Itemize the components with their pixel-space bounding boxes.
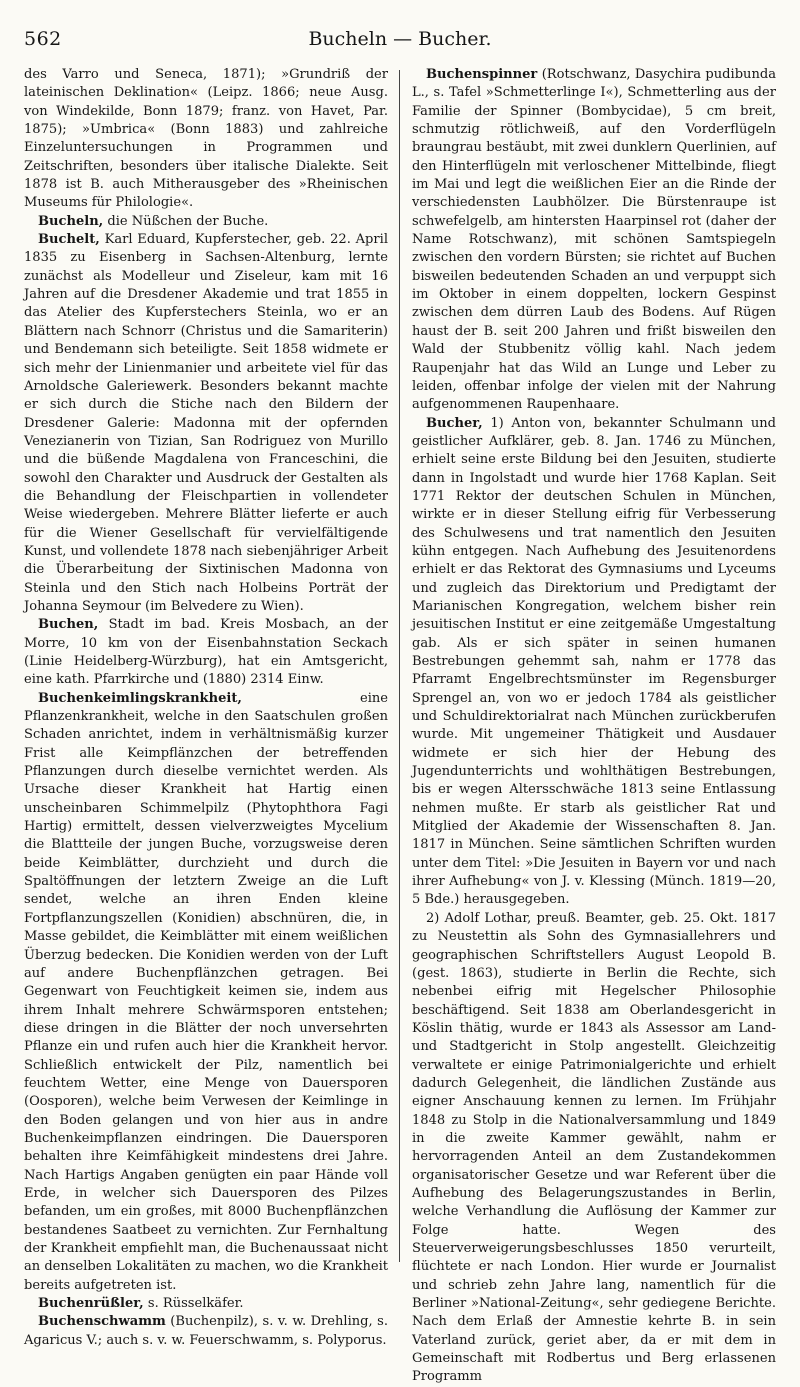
entry-text: Stadt im bad. Kreis Mosbach, an der Morre, 10 km von der Eisenbahnstation Seckach (Linie Heidelberg-Würzburg), hat ein Amtsgericht, eine kath. Pfarrkirche und (1880) 2314 Einw. bbox=[24, 617, 388, 688]
page-number: 562 bbox=[24, 28, 62, 50]
entry-buchenruessler bbox=[24, 1295, 388, 1313]
entry-text: (Rotschwanz, Dasychira pudibunda L., s. Tafel »Schmetterlinge I«), Schmetterling aus der Familie der Spinner (Bombycidae), 5 cm breit, schmutzig rötlichweiß, auf den Vorderflügeln braungrau bestäubt, mit zwei dunklern Querlinien, auf den Hinterflügeln mit verloschener Mittelbinde, fliegt im Mai und legt die weißlichen Eier an die Rinde der verschiedensten Laubhölzer. Die Bürstenraupe ist schwefelgelb, am hintersten Haarpinsel rot (daher der Name Rotschwanz), mit schönen Samtspiegeln zwischen den vordern Bürsten; sie richtet auf Buchen bisweilen bedeutenden Schaden an und verpuppt sich im Oktober in einem doppelten, lockern Gespinst zwischen dem dürren Laub des Bodens. Auf Rügen haust der B. seit 200 Jahren und frißt bisweilen den Wald der Stubbenitz völlig kahl. Nach jedem Raupenjahr hat das Wild an Lunge und Leber zu leiden, offenbar infolge der vielen mit der Nahrung aufgenommenen Raupenhaare. bbox=[412, 67, 776, 413]
entry-bucher-anton bbox=[412, 415, 776, 910]
page-columns bbox=[24, 66, 776, 1385]
entry-text: des Varro und Seneca, 1871); »Grundriß der lateinischen Deklination« (Leipz. 1866; neue Ausg. von Windekilde, Bonn 1879; franz. von Havet, Par. 1875); »Umbrica« (Bonn 1883) und zahlreiche Einzeluntersuchungen in Programmen und Zeitschriften, besonders über italische Dialekte. Seit 1878 ist B. auch Mitherausgeber des »Rheinischen Museums für Philologie«. bbox=[24, 67, 388, 211]
left-column bbox=[24, 66, 388, 1348]
entry-varro-continuation bbox=[24, 66, 388, 213]
entry-text: (Buchenpilz), s. v. w. Drehling, s. Agaricus V.; auch s. v. w. Feuerschwamm, s. Polyporus. bbox=[24, 1314, 388, 1348]
entry-headword: Bucheln, bbox=[38, 213, 104, 229]
entry-text: eine Pflanzenkrankheit, welche in den Saatschulen großen Schaden anrichtet, indem in verhältnismäßig kurzer Frist alle Keimpflänzchen der betreffenden Pflanzungen durch dieselbe vernichtet werden. Als Ursache dieser Krankheit hat Hartig einen unscheinbaren Schimmelpilz (Phytophthora Fagi Hartig) ermittelt, dessen vielverzweigtes Mycelium die Blattteile der jungen Buche, vorzugsweise deren beide Keimblätter, durchzieht und durch die Spaltöffnungen der letztern Zweige an die Luft sendet, welche an ihren Enden kleine Fortpflanzungszellen (Konidien) abschnüren, die, in Masse gebildet, die Keimblätter mit einem weißlichen Überzug bedecken. Die Konidien werden von der Luft auf andere Buchenpflänzchen getragen. Bei Gegenwart von Feuchtigkeit keimen sie, indem aus ihrem Inhalt mehrere Schwärmsporen entstehen; diese dringen in die Blätter der noch unversehrten Pflanze ein und rufen auch hier die Krankheit hervor. Schließlich entwickelt der Pilz, namentlich bei feuchtem Wetter, eine Menge von Dauersporen (Oosporen), welche beim Verwesen der Keimlinge in den Boden gelangen und von hier aus in andre Buchenkeimpflanzen eindringen. Die Dauersporen behalten ihre Keimfähigkeit mindestens drei Jahre. Nach Hartigs Angaben genügten ein paar Hände voll Erde, in welcher sich Dauersporen des Pilzes befanden, um ein großes, mit 8000 Buchenpflänzchen bestandenes Saatbeet zu vernichten. Zur Fernhaltung der Krankheit empfiehlt man, die Buchenaussaat nicht an denselben Lokalitäten zu machen, wo die Krankheit bereits aufgetreten ist. bbox=[24, 690, 388, 1293]
entry-headword: Buchenspinner bbox=[426, 67, 538, 82]
page-header bbox=[20, 24, 780, 54]
entry-headword: Bucher, bbox=[426, 415, 483, 431]
entry-text: Karl Eduard, Kupferstecher, geb. 22. April 1835 zu Eisenberg in Sachsen-Altenburg, lernte zunächst als Modelleur und Ziseleur, kam mit 16 Jahren auf die Dresdener Akademie und trat 1855 in das Atelier des Kupferstechers Steinla, wo er an Blättern nach Schnorr (Christus und die Samariterin) und Bendemann sich beteiligte. Seit 1858 widmete er sich mehr der Linienmanier und arbeitete viel für das Arnoldsche Galeriewerk. Besonders bekannt machte er sich durch die Stiche nach den Bildern der Dresdener Galerie: Madonna mit der opfernden Venezianerin von Tizian, San Rodriguez von Murillo und die büßende Magdalena von Franceschini, die sowohl den Charakter und Ausdruck der Gestalten als die Behandlung der Fleischpartien in vollendeter Weise wiedergeben. Mehrere Blätter lieferte er auch für die Wiener Gesellschaft für vervielfältigende Kunst, und vollendete 1878 nach siebenjähriger Arbeit die Überarbeitung der Sixtinischen Madonna von Steinla und den Stich nach Holbeins Porträt der Johanna Seymour (im Belvedere zu Wien). bbox=[24, 232, 388, 614]
entry-text: 2) Adolf Lothar, preuß. Beamter, geb. 25. Okt. 1817 zu Neustettin als Sohn des Gymnasiallehrers und geographischen Schriftstellers August Leopold B. (gest. 1863), studierte in Berlin die Rechte, sich nebenbei eifrig mit Hegelscher Philosophie beschäftigend. Seit 1838 am Oberlandesgericht in Köslin thätig, wurde er 1843 als Assessor am Land- und Stadtgericht in Stolp angestellt. Gleichzeitig verwaltete er einige Patrimonialgerichte und erhielt dadurch Gelegenheit, die ländlichen Zustände aus eigner Anschauung kennen zu lernen. Im Frühjahr 1848 zu Stolp in die Nationalversammlung und 1849 in die zweite Kammer gewählt, nahm er hervorragenden Anteil an dem Zustandekommen organisatorischer Gesetze und war Referent über die Aufhebung des Belagerungszustandes in Berlin, welche Verhandlung die Auflösung der Kammer zur Folge hatte. Wegen des Steuerverweigerungsbeschlusses 1850 verurteilt, flüchtete er nach London. Hier wurde er Journalist und schrieb zehn Jahre lang, namentlich für die Berliner »National-Zeitung«, sehr gediegene Berichte. Nach dem Erlaß der Amnestie kehrte B. in sein Vaterland zurück, geriet aber, da er mit dem in Gemeinschaft mit Rodbertus und Berg erlassenen Programm bbox=[412, 910, 776, 1385]
entry-headword: Buchenrüßler, bbox=[38, 1296, 144, 1312]
entry-bucher-adolf bbox=[412, 910, 776, 1387]
entry-text: die Nüßchen der Buche. bbox=[103, 213, 269, 229]
running-head: Bucheln — Bucher. bbox=[308, 28, 492, 50]
entry-headword: Buchen, bbox=[38, 617, 99, 633]
right-column bbox=[412, 66, 776, 1385]
entry-headword: Buchelt, bbox=[38, 232, 100, 248]
entry-text: s. Rüsselkäfer. bbox=[143, 1296, 244, 1312]
entry-buchen bbox=[24, 616, 388, 689]
entry-headword: Buchenkeimlingskrankheit, bbox=[38, 690, 242, 706]
entry-headword: Buchenschwamm bbox=[38, 1314, 166, 1330]
entry-buchenkeimlingskrankheit bbox=[24, 690, 388, 1295]
entry-text: 1) Anton von, bekannter Schulmann und geistlicher Aufklärer, geb. 8. Jan. 1746 zu München, erhielt seine erste Bildung bei den Jesuiten, studierte dann in Ingolstadt und wurde hier 1768 Kaplan. Seit 1771 Rektor der deutschen Schulen in München, wirkte er in dieser Stellung eifrig für Verbesserung des Schulwesens und trat namentlich den Jesuiten kühn entgegen. Nach Aufhebung des Jesuitenordens erhielt er das Rektorat des Gymnasiums und Lyceums und zugleich das Direktorium und Predigtamt der Marianischen Kongregation, welchem bisher rein jesuitischen Institut er eine zeitgemäße Umgestaltung gab. Als er sich später in seinen humanen Bestrebungen gehemmt sah, nahm er 1778 das Pfarramt Engelbrechtsmünster im Regensburger Sprengel an, von wo er jedoch 1784 als geistlicher und Schuldirektorialrat nach München zurückberufen wurde. Mit ungemeiner Thätigkeit und Ausdauer widmete er sich hier der Hebung des Jugendunterrichts und wohlthätigen Bestrebungen, bis er wegen Altersschwäche 1813 seine Entlassung nehmen mußte. Er starb als geistlicher Rat und Mitglied der Akademie der Wissenschaften 8. Jan. 1817 in München. Seine sämtlichen Schriften wurden unter dem Titel: »Die Jesuiten in Bayern vor und nach ihrer Aufhebung« von J. v. Klessing (Münch. 1819—20, 5 Bde.) herausgegeben. bbox=[412, 415, 776, 908]
entry-buchenspinner bbox=[412, 66, 776, 415]
entry-bucheln bbox=[24, 213, 388, 231]
entry-buchenschwamm bbox=[24, 1313, 388, 1350]
entry-buchelt bbox=[24, 231, 388, 616]
